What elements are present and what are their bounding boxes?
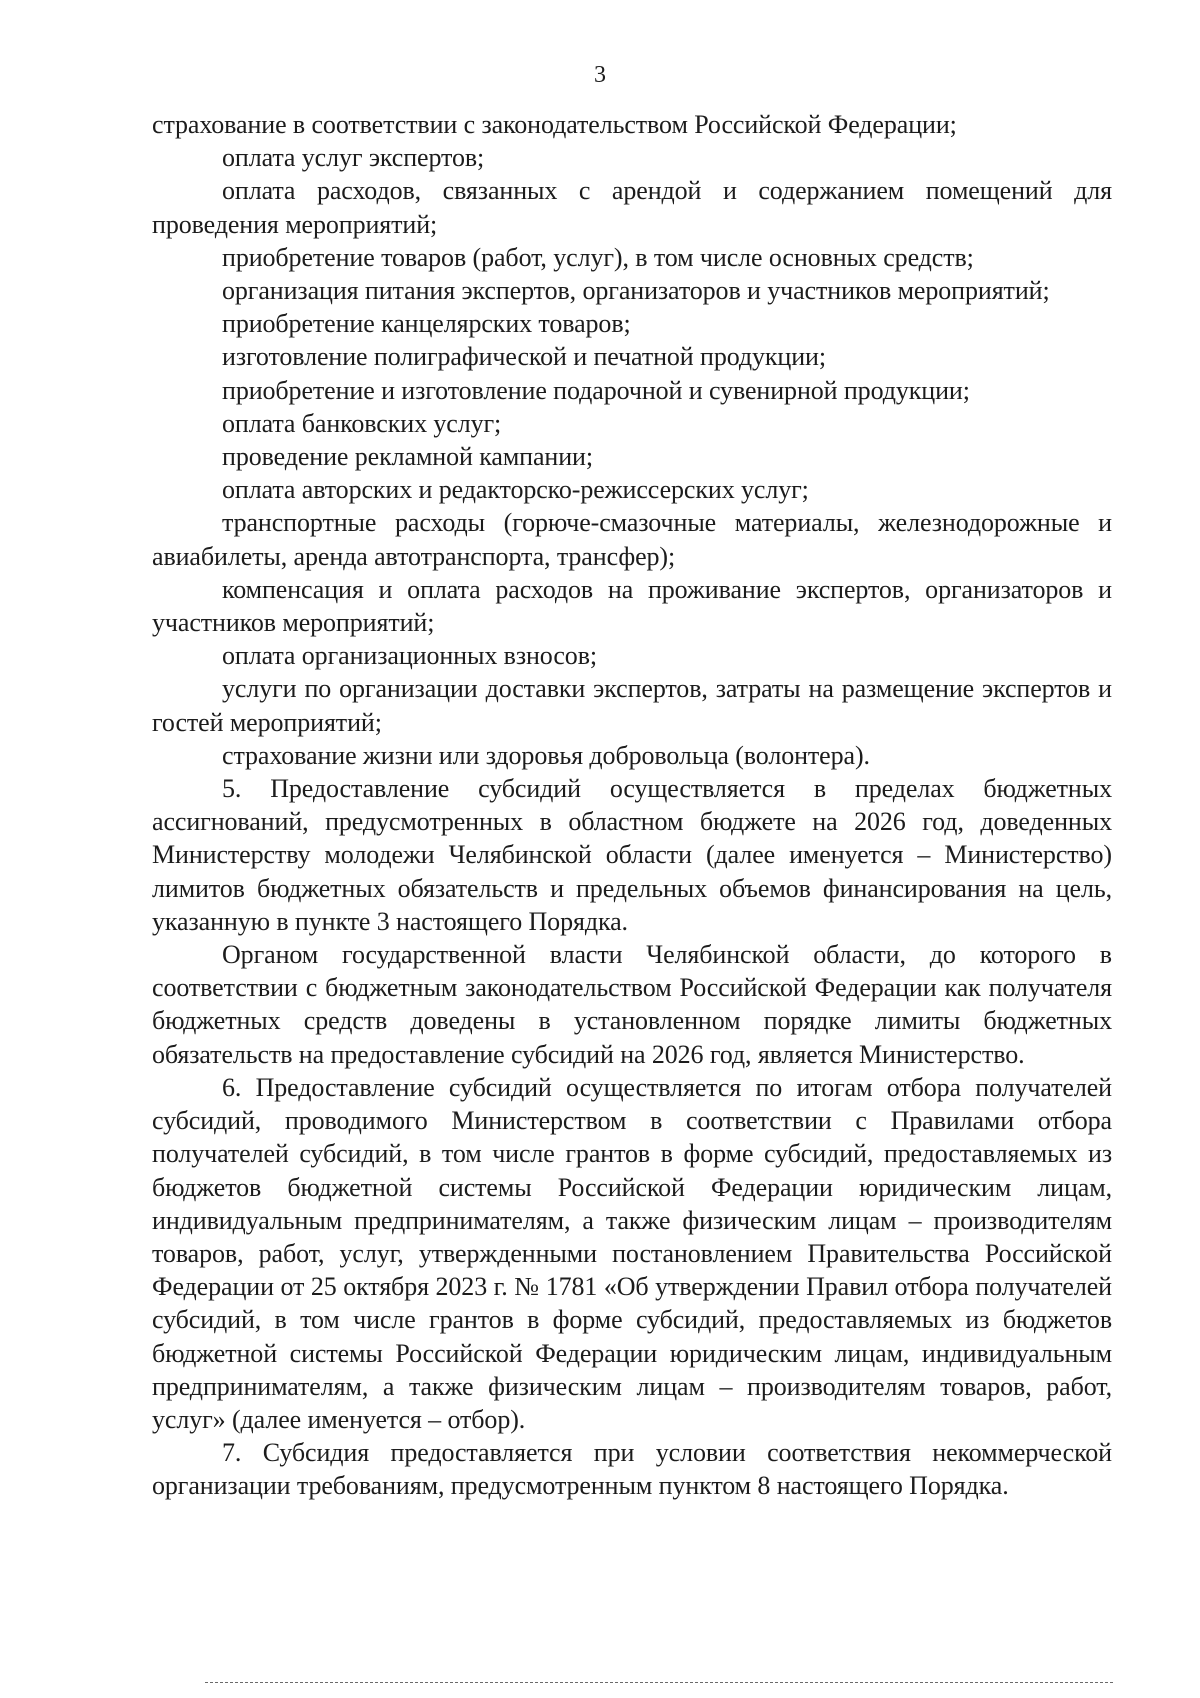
paragraph-continuation: страхование в соответствии с законодательством Российской Федерации; [152, 110, 957, 139]
list-item-goods-purchase: приобретение товаров (работ, услуг), в том числе основных средств; [222, 242, 974, 272]
list-item-printing: изготовление полиграфической и печатной продукции; [222, 342, 826, 372]
list-item-catering: организация питания экспертов, организаторов и участников мероприятий; [222, 276, 1050, 306]
list-item-banking: оплата банковских услуг; [222, 408, 502, 438]
clause-6: 6. Предоставление субсидий осуществляется по итогам отбора получателей субсидий, проводимого Министерством в соответствии с Правилами отбора получателей субсидий, в том числе грантов в форме субсидий, предоставляемых из бюджетов бюджетной системы Российской Федерации юридическим лицам, индивидуальным предпринимателям, а также физическим лицам – производителям товаров, работ, услуг, утвержденными постановлением Правительства Российской Федерации от 25 октября 2023 г. № 1781 «Об утверждении Правил отбора получателей субсидий, в том числе грантов в форме субсидий, предоставляемых из бюджетов бюджетной системы Российской Федерации юридическим лицам, индивидуальным предпринимателям, а также физическим лицам – производителям товаров, работ, услуг» (далее именуется – отбор). [152, 1072, 1112, 1434]
clause-5-authority: Органом государственной власти Челябинской области, до которого в соответствии с бюджетным законодательством Российской Федерации как получателя бюджетных средств доведены в установленном порядке лимиты бюджетных обязательств на предоставление субсидий на 2026 год, является Министерство. [152, 940, 1112, 1069]
list-item-fees: оплата организационных взносов; [222, 641, 597, 671]
clause-7: 7. Субсидия предоставляется при условии соответствия некоммерческой организации требованиям, предусмотренным пунктом 8 настоящего Порядка. [152, 1438, 1112, 1501]
list-item-advertising: проведение рекламной кампании; [222, 442, 593, 472]
list-item-souvenirs: приобретение и изготовление подарочной и сувенирной продукции; [222, 375, 970, 405]
list-item-author-services: оплата авторских и редакторско-режиссерских услуг; [222, 475, 809, 505]
list-item-stationery: приобретение канцелярских товаров; [222, 309, 631, 339]
list-item-premises-rent: оплата расходов, связанных с арендой и содержанием помещений для проведения мероприятий; [152, 176, 1112, 239]
list-item-accommodation: компенсация и оплата расходов на проживание экспертов, организаторов и участников мероприятий; [152, 574, 1112, 638]
document-body [152, 108, 1112, 1503]
list-item-transport: транспортные расходы (горюче-смазочные материалы, железнодорожные и авиабилеты, аренда автотранспорта, трансфер); [152, 508, 1112, 571]
list-item-expert-services: оплата услуг экспертов; [222, 143, 485, 173]
scan-edge-line [205, 1682, 1113, 1683]
list-item-insurance: страхование жизни или здоровья добровольца (волонтера). [222, 740, 870, 770]
list-item-delivery: услуги по организации доставки экспертов, затраты на размещение экспертов и гостей мероприятий; [152, 674, 1112, 737]
page-number: 3 [594, 62, 606, 88]
clause-5: 5. Предоставление субсидий осуществляется в пределах бюджетных ассигнований, предусмотренных в областном бюджете на 2026 год, доведенных Министерству молодежи Челябинской области (далее именуется – Министерство) лимитов бюджетных обязательств и предельных объемов финансирования на цель, указанную в пункте 3 настоящего Порядка. [152, 774, 1112, 936]
